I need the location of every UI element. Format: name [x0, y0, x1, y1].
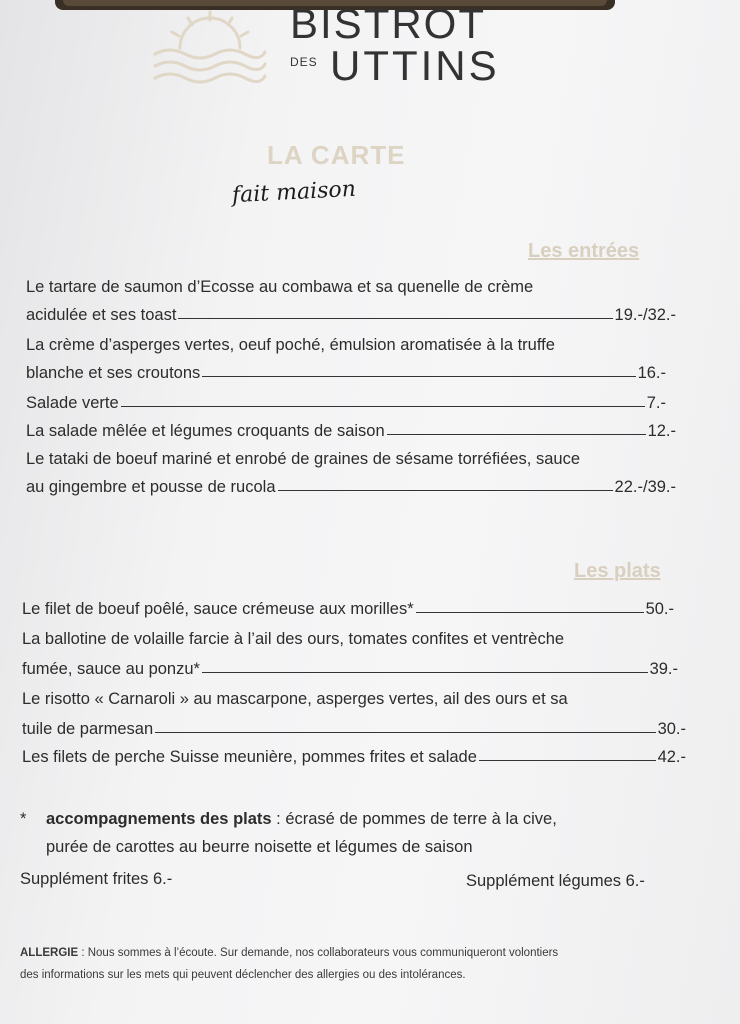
menu-item-name: blanche et ses croutons: [26, 364, 201, 382]
supplement-frites: Supplément frites 6.-: [20, 870, 173, 888]
menu-item-name: fumée, sauce au ponzu*: [22, 660, 200, 678]
accompaniment-line-2: purée de carottes au beurre noisette et légumes de saison: [46, 838, 473, 856]
menu-item-price: 19.-/32.-: [614, 306, 676, 324]
dotted-leader: [202, 672, 648, 673]
menu-item-price: 22.-/39.-: [614, 478, 676, 496]
sun-waves-logo-icon: [150, 10, 270, 90]
menu-item-row: [26, 420, 676, 442]
menu-item-row: [26, 362, 666, 384]
menu-item-price: 12.-: [647, 422, 676, 440]
brand-name-des: DES: [290, 55, 318, 69]
accompaniment-star: *: [20, 810, 27, 828]
dotted-leader: [416, 612, 644, 613]
menu-item-row: [26, 392, 666, 414]
allergy-line-2: des informations sur les mets qui peuvent déclencher des allergies ou des intolérances.: [20, 969, 466, 981]
section-heading-entrees: Les entrées: [528, 240, 640, 262]
menu-item-price: 39.-: [649, 660, 678, 678]
menu-item-price: 16.-: [637, 364, 666, 382]
menu-item-line: La ballotine de volaille farcie à l’ail des ours, tomates confites et ventrèche: [22, 630, 565, 648]
menu-item-name: tuile de parmesan: [22, 720, 154, 738]
menu-item-line: Le risotto « Carnaroli » au mascarpone, asperges vertes, ail des ours et sa: [22, 690, 568, 708]
menu-item-row: [22, 658, 678, 680]
supplement-legumes: Supplément légumes 6.-: [466, 872, 645, 890]
brand-name-top: BISTROT: [290, 0, 487, 47]
menu-item-name: La salade mêlée et légumes croquants de saison: [26, 422, 385, 440]
menu-item-row: [22, 746, 686, 768]
menu-item-name: Salade verte: [26, 394, 119, 412]
dotted-leader: [278, 490, 613, 491]
allergy-text: : Nous sommes à l’écoute. Sur demande, nos collaborateurs vous communiqueront volontiers: [78, 947, 559, 959]
menu-item-price: 42.-: [657, 748, 686, 766]
menu-item-price: 50.-: [645, 600, 674, 618]
dotted-leader: [387, 434, 646, 435]
menu-item-line: La crème d’asperges vertes, oeuf poché, émulsion aromatisée à la truffe: [26, 336, 555, 354]
menu-item-name: acidulée et ses toast: [26, 306, 177, 324]
menu-subtitle: fait maison: [231, 176, 357, 209]
section-heading-plats: Les plats: [574, 560, 661, 582]
accompaniment-label: accompagnements des plats: [46, 810, 272, 828]
allergy-label: ALLERGIE: [20, 947, 79, 959]
menu-item-name: Le filet de boeuf poêlé, sauce crémeuse aux morilles*: [22, 600, 414, 618]
menu-item-name: au gingembre et pousse de rucola: [26, 478, 276, 496]
accompaniment-line: [46, 808, 557, 830]
menu-item-row: [26, 476, 676, 498]
menu-item-row: [26, 304, 676, 326]
menu-title: LA CARTE: [267, 140, 406, 170]
dotted-leader: [155, 732, 655, 733]
brand-name-bottom: UTTINS: [330, 42, 500, 89]
menu-item-line: Le tartare de saumon d’Ecosse au combawa et sa quenelle de crème: [26, 278, 534, 296]
menu-item-row: [22, 598, 674, 620]
menu-item-row: [22, 718, 686, 740]
dotted-leader: [121, 406, 645, 407]
accompaniment-text: : écrasé de pommes de terre à la cive,: [271, 810, 557, 828]
dotted-leader: [479, 760, 656, 761]
menu-item-price: 7.-: [646, 394, 666, 412]
allergy-line: [20, 942, 680, 964]
dotted-leader: [202, 376, 635, 377]
menu-item-line: Le tataki de boeuf mariné et enrobé de graines de sésame torréfiées, sauce: [26, 450, 581, 468]
menu-item-price: 30.-: [657, 720, 686, 738]
menu-item-name: Les filets de perche Suisse meunière, pommes frites et salade: [22, 748, 477, 766]
dotted-leader: [178, 318, 612, 319]
